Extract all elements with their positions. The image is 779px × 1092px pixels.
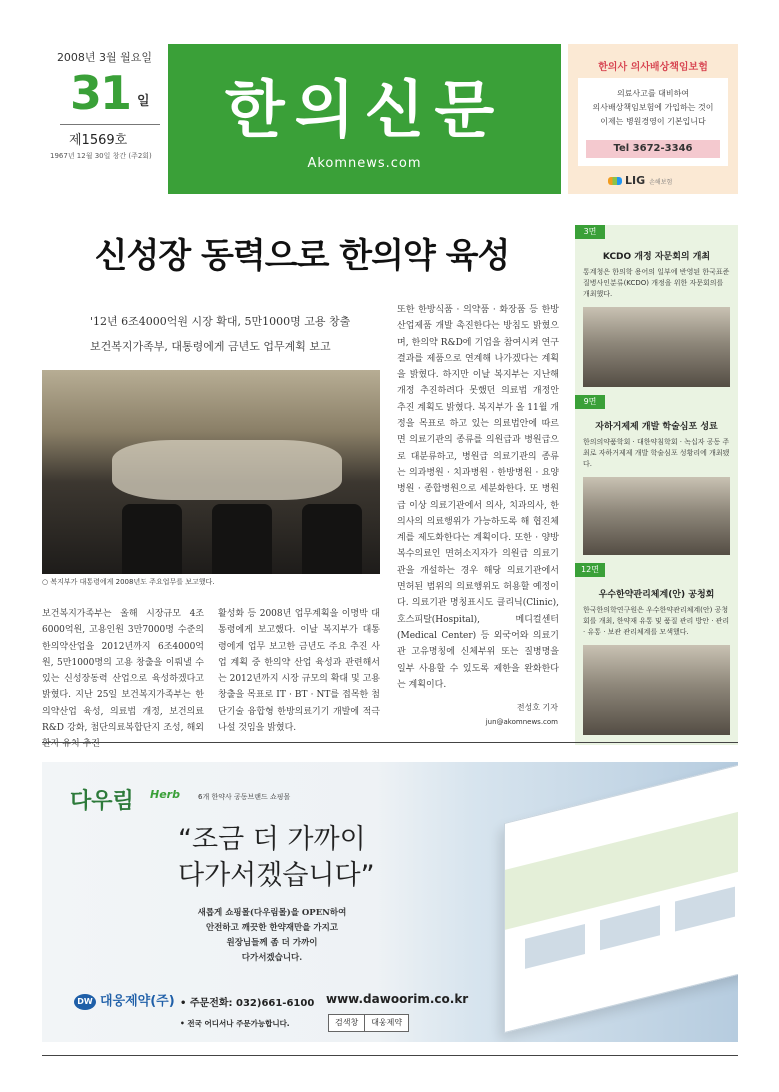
- ad-search-box[interactable]: [328, 1014, 409, 1032]
- insurance-ad-line: 이제는 병원경영이 기본입니다: [600, 117, 706, 126]
- sidebar-item-title: KCDO 개정 자문회의 개최: [602, 252, 711, 262]
- day-number: 31: [70, 66, 131, 120]
- article-column-3: 또한 한방식품 · 의약품 · 화장품 등 한방 산업제품 개발 촉진한다는 방침도 밝혔으며, 한의약 R&D에 기업을 참여시켜 연구 결과를 제품으로 연계해 나가겠다는 계획을 밝혔다. 하지만 이날 복지부는 지난해 개정 추진하려다 못했던 의료법 개정안 추진 계획도 밝혔다. 복지부가 올 11월 개정을 목표로 하고 있는 의료법안에 따르면 의료기관의 종류를 의원급과 병원급으로 대분류하고, 병원급 의료기관의 종류는 의과병원 · 치과병원 · 한방병원 · 요양병원 · 종합병원으로 세분화한다. 또 병원급 이상 의료기관에서 의사, 치과의사, 한의사의 의료행위가 가능하도록 해 협진체계를 제도화한다는 계획이다. 또한 · 양방 복수의료인 면허소지자가 의원급 의료기관을 개설하는 경우 해당 의료기관에서 면허된 범위의 의료행위도 허용할 예정이다. 의료기관 명칭표시도 클리닉(Clinic), 호스피탈(Hospital), 메디컬센터(Medical Center) 등 외국어와 의료기관 고유명칭에 신체부위 또는 질병명을 일부 사용할 수 있도록 제한을 완화한다는 계획이다.: [397, 305, 559, 690]
- sidebar-briefs: [575, 225, 738, 745]
- section-divider: [42, 742, 738, 743]
- insurance-ad-phone: Tel 3672-3346: [586, 140, 720, 158]
- ad-body-line: 다가서겠습니다.: [241, 953, 303, 963]
- daewoong-logo: [74, 990, 175, 1010]
- ad-monitor-block: [525, 924, 585, 969]
- photo-chair-shape: [212, 504, 272, 574]
- search-term: 대웅제약: [364, 1015, 408, 1031]
- order-phone: • 주문전화: 032)661-6100: [180, 998, 315, 1009]
- dawoorim-ad[interactable]: [42, 762, 738, 1042]
- date-box: [42, 44, 167, 194]
- insurance-ad[interactable]: [568, 44, 738, 194]
- ad-slogan-line-1: “조금 더 가까이: [178, 824, 366, 855]
- insurance-ad-box: [578, 78, 728, 166]
- photo-caption: ○ 복지부가 대통령에게 2008년도 주요업무를 보고했다.: [42, 578, 215, 586]
- masthead-banner: [168, 44, 561, 194]
- ad-website-link[interactable]: www.dawoorim.co.kr: [326, 992, 469, 1006]
- lig-logo-icon: [608, 177, 622, 185]
- reporter-email[interactable]: jun@akomnews.com: [485, 718, 558, 726]
- insurance-ad-line: 의료사고를 대비하여: [616, 89, 690, 98]
- day-wrap: [70, 68, 160, 118]
- daewoong-mark-icon: DW: [74, 994, 96, 1010]
- main-headline: 신성장 동력으로 한의약 육성: [94, 236, 510, 276]
- ad-order-note: • 전국 어디서나 주문가능합니다.: [180, 1019, 290, 1028]
- ad-monitor-graphic: [504, 762, 738, 1033]
- company-name: 대웅제약(주): [100, 994, 175, 1009]
- sidebar-item[interactable]: [575, 395, 738, 565]
- ad-monitor-block: [675, 887, 735, 932]
- article-column-2: 활성화 등 2008년 업무계획을 이명박 대통령에게 보고했다. 이날 복지부가 대통령에게 업무 보고한 금년도 주요 추진 사업 계획 중 한의약 산업 육성과 관련해서는 2012년까지 시장 규모의 확대 및 고용 창출을 목표로 IT · BT · NT를 접목한 첨단기술 융합형 한방의료기기 개발에 적극 나설 것임을 밝혔다.: [218, 609, 380, 734]
- byline: 전성호 기자: [516, 703, 558, 712]
- subheadline-2: 보건복지가족부, 대통령에게 금년도 업무계획 보고: [90, 340, 331, 353]
- founded-note: 1967년 12월 30일 창간 (주2회): [50, 152, 152, 160]
- article-column-1: 보건복지가족부는 올해 시장규모 4조6000억원, 고용인원 3만7000명 수준의 한의약산업을 2012년까지 6조4000억원, 5만1000명의 고용 창출을 이뤄낼 수 있는 신성장동력 산업으로 육성하겠다고 밝혔다. 지난 25일 보건복지가족부는 한의약산업 육성, 의료법 개정, 보건의료 R&D 강화, 첨단의료복합단지 조성, 해외환자 유치 추진: [42, 609, 204, 750]
- ad-slogan: [178, 822, 375, 894]
- newspaper-url[interactable]: Akomnews.com: [307, 156, 422, 171]
- sidebar-item-photo: [583, 477, 730, 555]
- page-tab: 9면: [575, 395, 605, 409]
- newspaper-title: 한의신문: [224, 73, 505, 146]
- page-tab: 3면: [575, 225, 605, 239]
- bottom-divider: [42, 1055, 738, 1056]
- insurance-ad-line: 의사배상책임보험에 가입하는 것이: [592, 103, 714, 112]
- search-label: 검색창: [335, 1018, 359, 1027]
- page-tab: 12면: [575, 563, 605, 577]
- sidebar-item[interactable]: [575, 563, 738, 745]
- sidebar-item-photo: [583, 645, 730, 735]
- ad-body-copy: [152, 906, 392, 966]
- photo-chair-shape: [122, 504, 182, 574]
- meeting-photo: [42, 370, 380, 574]
- ad-monitor-block: [600, 905, 660, 950]
- lig-logo: [608, 174, 672, 187]
- sidebar-item[interactable]: [575, 225, 738, 395]
- herb-tagline: 6개 한약사 공동브랜드 쇼핑몰: [198, 793, 291, 801]
- ad-body-line: 원장님들께 좀 더 가까이: [226, 938, 318, 948]
- insurance-ad-title: 한의사 의사배상책임보험: [598, 62, 708, 73]
- sidebar-item-photo: [583, 307, 730, 387]
- lig-logo-sub: 손해보험: [649, 179, 673, 186]
- herb-logo: Herb: [150, 788, 180, 801]
- lig-logo-text: LIG: [625, 174, 646, 187]
- issue-number: 제1569호: [69, 133, 128, 148]
- ad-body-line: 새롭게 쇼핑몰(다우림몰)을 OPEN하여: [197, 908, 347, 918]
- photo-chair-shape: [302, 504, 362, 574]
- dawoorim-logo: 다우림: [70, 789, 134, 814]
- photo-table-shape: [112, 440, 342, 500]
- date-line: 2008년 3월 월요일: [56, 51, 153, 64]
- day-suffix: 일: [137, 94, 150, 109]
- sidebar-item-text: 한의의약품학회 · 대한약침학회 · 녹십자 공동 주최로 자하거제제 개발 학술심포 성황리에 개최됐다.: [583, 438, 730, 468]
- subheadline-1: '12년 6조4000억원 시장 확대, 5만1000명 고용 창출: [90, 315, 351, 328]
- ad-slogan-line-2: 다가서겠습니다”: [178, 860, 375, 891]
- date-divider: [60, 124, 160, 125]
- sidebar-item-text: 한국한의학연구원은 우수한약관리체계(안) 공청회를 개최, 한약재 유통 및 품질 관리 방안 · 관리 · 유통 · 보관 관리체계를 모색했다.: [583, 606, 730, 636]
- ad-body-line: 안전하고 깨끗한 한약재만을 가지고: [205, 923, 339, 933]
- sidebar-item-title: 자하거제제 개발 학술심포 성료: [595, 422, 718, 432]
- sidebar-item-title: 우수한약관리체계(안) 공청회: [598, 590, 715, 600]
- sidebar-item-text: 통계청은 한의학 용어의 일부에 반영된 한국표준질병사인분류(KCDO) 개정을 위한 자문회의를 개최했다.: [583, 268, 730, 298]
